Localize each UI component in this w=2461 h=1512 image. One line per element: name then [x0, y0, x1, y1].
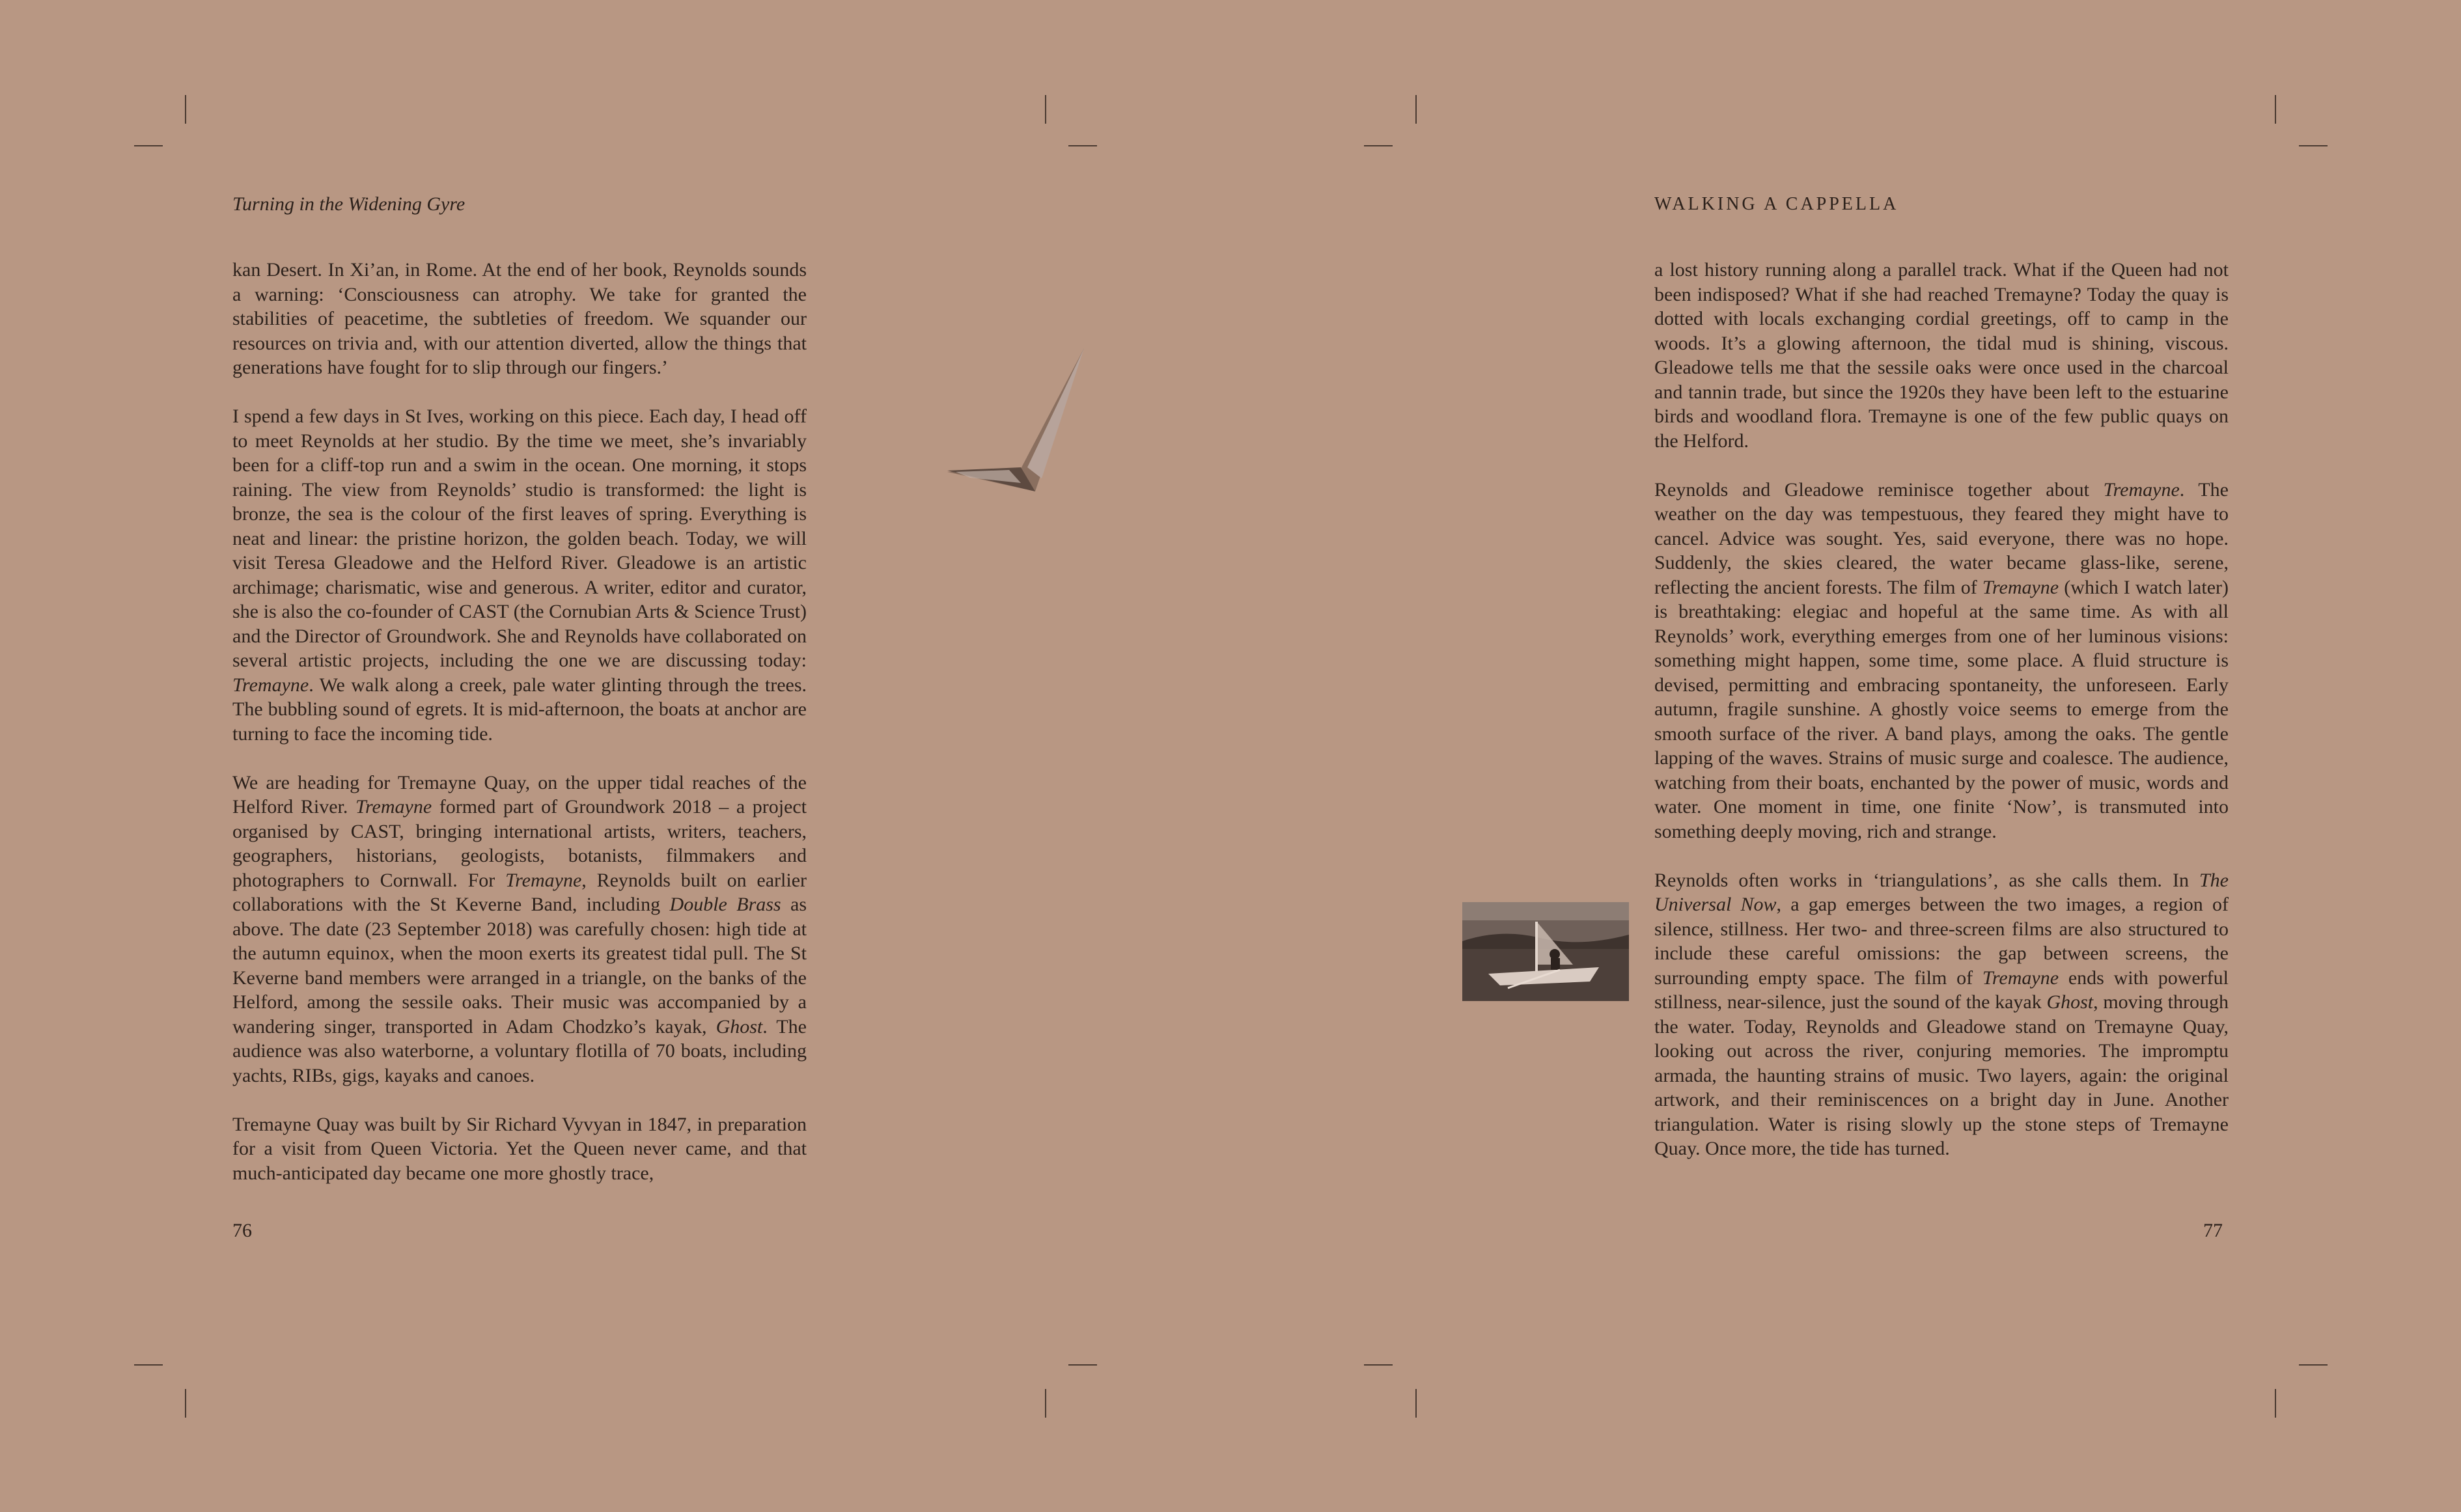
italic-title: Double Brass	[669, 894, 781, 915]
italic-title: Tremayne	[232, 674, 309, 696]
crop-mark	[1068, 145, 1097, 146]
body-paragraph: a lost history running along a parallel track. What if the Queen had not been indisposed? What if she had reached Tremayne? Today the quay is dotted with locals exchanging cordial greetings, off to camp in the woods. It’s a glowing afternoon, the tidal mud is shining, viscous. Gleadowe tells me that the sessile oaks were once used in the charcoal and tannin trade, but since the 1920s they have been left to the estuarine birds and woodland flora. Tremayne is one of the few public quays on the Helford.	[1654, 259, 2229, 452]
crop-mark	[1364, 145, 1393, 146]
body-paragraph: Reynolds and Gleadowe reminisce together about Tremayne. The weather on the day was tempestuous, they feared they might have to cancel. Advice was sought. Yes, said everyone, there was no hope. Suddenly, the skies cleared, the water became glass-like, serene, reflecting the ancient forests. The film of Tremayne (which I watch later) is breathtaking: elegiac and hopeful at the same time. As with all Reynolds’ work, everything emerges from one of her luminous visions: something might happen, some time, some place. A fluid structure is devised, permitting and embracing spontaneity, the unforeseen. Early autumn, fragile sunshine. A ghostly voice seems to emerge from the smooth surface of the river. A band plays, among the oaks. The gentle lapping of the waves. Strains of music surge and coalesce. The audience, watching from their boats, enchanted by the power of music, words and water. One moment in time, one finite ‘Now’, is transmuted into something deeply moving, rich and strange.	[1654, 478, 2229, 842]
body-paragraph: I spend a few days in St Ives, working on this piece. Each day, I head off to meet Reynolds at her studio. By the time we meet, she’s invariably been for a cliff-top run and a swim in the ocean. One morning, it stops raining. The view from Reynolds’ studio is transformed: the light is bronze, the sea is the colour of the first leaves of spring. Everything is neat and linear: the pristine horizon, the golden beach. Today, we will visit Teresa Gleadowe and the Helford River. Gleadowe is an artistic archimage; charismatic, wise and generous. A writer, editor and curator, she is also the co-founder of CAST (the Cornubian Arts & Science Trust) and the Director of Groundwork. She and Reynolds have collaborated on several artistic projects, including the one we are discussing today: Tremayne. We walk along a creek, pale water glinting through the trees. The bubbling sound of egrets. It is mid-afternoon, the boats at anchor are turning to face the incoming tide.	[232, 405, 807, 745]
left-page-number: 76	[232, 1220, 252, 1241]
crop-mark	[1415, 1389, 1417, 1418]
crop-mark	[2299, 145, 2328, 146]
crop-mark	[1045, 95, 1046, 124]
italic-title: Tremayne	[1982, 967, 2059, 989]
italic-title: Ghost	[2046, 991, 2094, 1013]
crop-mark	[134, 145, 163, 146]
body-paragraph: kan Desert. In Xi’an, in Rome. At the end of her book, Reynolds sounds a warning: ‘Consciousness can atrophy. We take for granted the stabilities of peacetime, the subtleties of freedom. We squander our resources on trivia and, with our attention diverted, allow the things that generations have fought for to slip through our fingers.’	[232, 259, 807, 378]
body-paragraph: Reynolds often works in ‘triangulations’, as she calls them. In The Universal Now, a gap emerges between the two images, a region of silence, stillness. Her two- and three-screen films are also structured to include these careful omissions: the gap between screens, the surrounding empty space. The film of Tremayne ends with powerful stillness, near-silence, just the sound of the kayak Ghost, moving through the water. Today, Reynolds and Gleadowe stand on Tremayne Quay, looking out across the river, conjuring memories. The impromptu armada, the haunting strains of music. Two layers, again: the original artwork, and their reminiscences on a bright day in June. Another triangulation. Water is rising slowly up the stone steps of Tremayne Quay. Once more, the tide has turned.	[1654, 869, 2229, 1159]
body-paragraph: Tremayne Quay was built by Sir Richard Vyvyan in 1847, in preparation for a visit from Queen Victoria. Yet the Queen never came, and that much-anticipated day became one more ghostly trace,	[232, 1113, 807, 1184]
crop-mark	[185, 1389, 186, 1418]
crop-mark	[185, 95, 186, 124]
crop-mark	[1045, 1389, 1046, 1418]
crop-mark	[2299, 1364, 2328, 1366]
right-page-text	[1654, 258, 2229, 1161]
crop-mark	[1415, 95, 1417, 124]
right-page-number: 77	[2203, 1220, 2223, 1241]
italic-title: Tremayne	[355, 796, 432, 818]
boat-photograph	[1462, 902, 1629, 1001]
italic-title: Tremayne	[505, 869, 582, 891]
italic-title: Tremayne	[2103, 478, 2180, 501]
italic-title: The Universal Now	[1654, 869, 2229, 915]
body-paragraph: We are heading for Tremayne Quay, on the upper tidal reaches of the Helford River. Tremayne formed part of Groundwork 2018 – a project organised by CAST, bringing international artists, writers, teachers, geographers, historians, geologists, botanists, filmmakers and photographers to Cornwall. For Tremayne, Reynolds built on earlier collaborations with the St Keverne Band, including Double Brass as above. The date (23 September 2018) was carefully chosen: high tide at the autumn equinox, when the moon exerts its greatest tidal pull. The St Keverne band members were arranged in a triangle, on the banks of the Helford, among the sessile oaks. Their music was accompanied by a wandering singer, transported in Adam Chodzko’s kayak, Ghost. The audience was also waterborne, a voluntary flotilla of 70 boats, including yachts, RIBs, gigs, kayaks and canoes.	[232, 771, 807, 1086]
shard-image	[944, 345, 1094, 495]
crop-mark	[134, 1364, 163, 1366]
italic-title: Ghost	[716, 1015, 763, 1038]
italic-title: Tremayne	[1982, 576, 2059, 598]
crop-mark	[2275, 1389, 2276, 1418]
left-page-text	[232, 258, 807, 1185]
left-running-head: Turning in the Widening Gyre	[232, 193, 466, 215]
right-running-head: WALKING A CAPPELLA	[1654, 194, 1899, 214]
crop-mark	[2275, 95, 2276, 124]
crop-mark	[1068, 1364, 1097, 1366]
crop-mark	[1364, 1364, 1393, 1366]
